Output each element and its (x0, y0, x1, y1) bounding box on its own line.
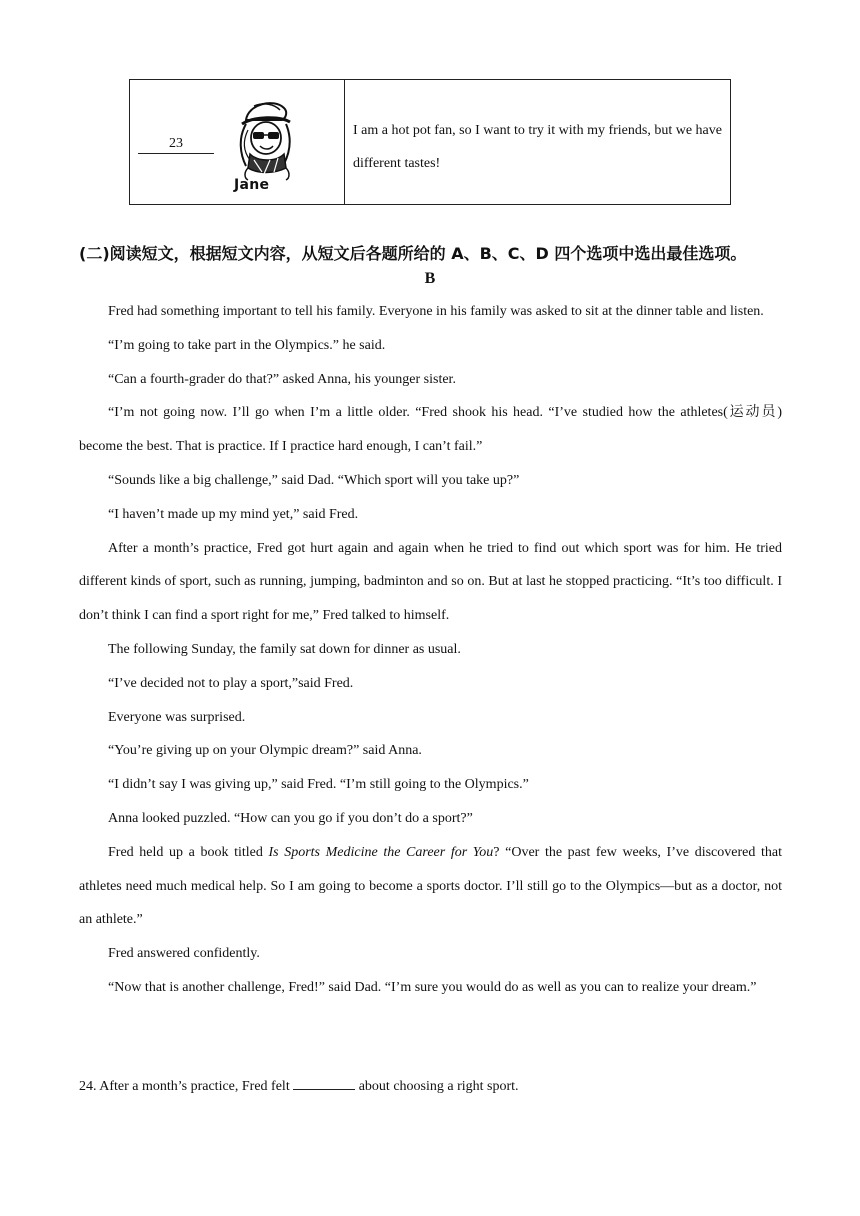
paragraph: “You’re giving up on your Olympic dream?” said Anna. (108, 743, 422, 759)
answer-blank-24[interactable] (293, 1077, 355, 1090)
paragraph: Everyone was surprised. (108, 709, 246, 725)
answer-blank-23[interactable]: 23 (138, 135, 214, 154)
question-text: about choosing a right sport. (355, 1079, 519, 1094)
paragraph: “I’ve decided not to play a sport,”said Fred. (108, 675, 354, 691)
table-cell-person (130, 80, 345, 204)
paragraph-text: Fred held up a book titled (108, 844, 269, 860)
paragraph: The following Sunday, the family sat down for dinner as usual. (108, 641, 461, 657)
paragraph: Fred answered confidently. (108, 946, 260, 962)
paragraph: “Now that is another challenge, Fred!” said Dad. “I’m sure you would do as well as you can to realize your dream.” (108, 979, 757, 995)
table-cell-statement: I am a hot pot fan, so I want to try it with my friends, but we have different tastes! (353, 123, 722, 171)
paragraph: “Sounds like a big challenge,” said Dad. “Which sport will you take up?” (108, 472, 520, 488)
book-title: Is Sports Medicine the Career for You (268, 844, 494, 860)
paragraph-text: ? “Over the past few weeks, I’ve discovered that athletes need much medical help. So I am going to become a sports doctor. I’ll still go to the Olympics—but as a doctor, not an athlete.” (79, 844, 782, 928)
paragraph: Anna looked puzzled. “How can you go if you don’t do a sport?” (108, 810, 473, 826)
paragraph: “Can a fourth-grader do that?” asked Anna, his younger sister. (108, 371, 456, 387)
person-name: Jane (234, 177, 270, 193)
section-instruction: (二)阅读短文，根据短文内容，从短文后各题所给的 A、B、C、D 四个选项中选出最佳选项。 (79, 244, 747, 263)
passage-label: B (424, 270, 436, 287)
question-24 (79, 1075, 519, 1099)
paragraph: “I didn’t say I was giving up,” said Fred. “I’m still going to the Olympics.” (108, 777, 529, 793)
reading-passage (79, 295, 782, 1005)
paragraph: “I’m going to take part in the Olympics.” he said. (108, 337, 386, 353)
paragraph (79, 836, 782, 937)
paragraph: Fred had something important to tell his family. Everyone in his family was asked to sit at the dinner table and listen. (108, 304, 764, 319)
paragraph: After a month’s practice, Fred got hurt again and again when he tried to find out which sport was for him. He tried different kinds of sport, such as running, jumping, badminton and so on. But at last he stopped practicing. “It’s too difficult. I don’t think I can find a sport right for me,” Fred talked to himself. (79, 540, 782, 624)
paragraph: “I’m not going now. I’ll go when I’m a little older. “Fred shook his head. “I’ve studied how the athletes(运动员) become the best. That is practice. If I practice hard enough, I can’t fail.” (79, 405, 782, 455)
matching-table (129, 79, 731, 205)
question-text: 24. After a month’s practice, Fred felt (79, 1079, 294, 1094)
paragraph: “I haven’t made up my mind yet,” said Fred. (108, 506, 359, 522)
